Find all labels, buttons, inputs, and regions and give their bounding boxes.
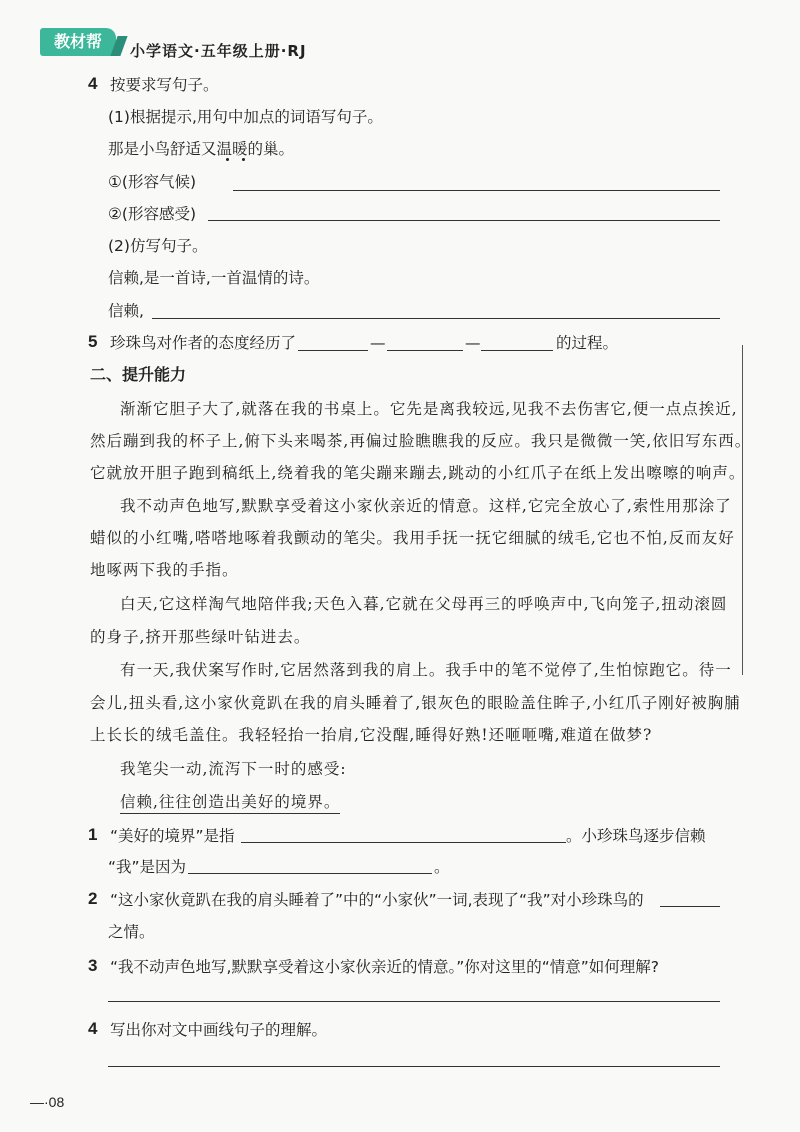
question-text: 之情。 — [108, 923, 155, 941]
fill-lead: 信赖, — [108, 302, 144, 320]
answer-blank-1[interactable] — [298, 350, 368, 351]
dash: — — [465, 334, 481, 352]
answer-blank-3[interactable] — [481, 350, 553, 351]
question-text: “我”是因为 — [108, 858, 187, 876]
question-prompt: 按要求写句子。 — [110, 76, 219, 94]
question-text: 。 — [434, 858, 450, 876]
answer-line[interactable] — [660, 906, 720, 907]
emphasis-dot — [242, 158, 245, 161]
passage-line: 地啄两下我的手指。 — [90, 561, 239, 579]
dash: — — [370, 334, 386, 352]
book-title: 小学语文·五年级上册·RJ — [130, 42, 307, 60]
passage-line: 我不动声色地写,默默享受着这小家伙亲近的情意。这样,它完全放心了,索性用那涂了 — [120, 497, 732, 515]
answer-line[interactable] — [241, 842, 566, 843]
passage-line: 白天,它这样淘气地陪伴我;天色入暮,它就在父母再三的呼唤声中,飞向笼子,扭动滚圆 — [120, 595, 728, 613]
passage-line: 蜡似的小红嘴,嗒嗒地啄着我颤动的笔尖。我用手抚一抚它细腻的绒毛,它也不怕,反而友好 — [90, 529, 735, 547]
subquestion-label: (1)根据提示,用句中加点的词语写句子。 — [108, 108, 383, 126]
answer-line-climate[interactable] — [233, 190, 720, 191]
hint-climate: ①(形容气候) — [108, 173, 196, 191]
question-text: 的过程。 — [556, 334, 619, 352]
underlined-text: 信赖,往往创造出美好的境界。 — [120, 793, 340, 814]
answer-line[interactable] — [108, 1066, 720, 1067]
question-number: 4 — [88, 1019, 98, 1038]
question-number: 1 — [88, 825, 98, 844]
question-number: 5 — [88, 332, 98, 351]
hint-feeling: ②(形容感受) — [108, 205, 196, 223]
passage-line: 上长长的绒毛盖住。我轻轻抬一抬肩,它没醒,睡得好熟!还咂咂嘴,难道在做梦? — [90, 726, 653, 744]
brand-logo: 教材帮 — [40, 28, 116, 56]
passage-line: 它就放开胆子跑到稿纸上,绕着我的笔尖蹦来蹦去,跳动的小红爪子在纸上发出嚓嚓的响声。 — [90, 464, 746, 482]
example-sentence: 那是小鸟舒适又温暖的巢。 — [108, 140, 295, 158]
passage-line: 然后蹦到我的杯子上,俯下头来喝茶,再偏过脸瞧瞧我的反应。我只是微微一笑,依旧写东西。 — [90, 432, 752, 450]
passage-line: 会儿,扭头看,这小家伙竟趴在我的肩头睡着了,银灰色的眼睑盖住眸子,小红爪子刚好被胸脯 — [90, 694, 741, 712]
passage-line: 有一天,我伏案写作时,它居然落到我的肩上。我手中的笔不觉停了,生怕惊跑它。待一 — [120, 661, 732, 679]
question-text: 写出你对文中画线句子的理解。 — [110, 1021, 328, 1039]
page-number: —·08 — [30, 1094, 65, 1110]
section-title: 二、提升能力 — [90, 365, 187, 384]
answer-line-imitate[interactable] — [152, 318, 720, 319]
question-text: “我不动声色地写,默默享受着这小家伙亲近的情意。”你对这里的“情意”如何理解? — [110, 958, 660, 976]
passage-line: 的身子,挤开那些绿叶钻进去。 — [90, 628, 311, 646]
subquestion-label: (2)仿写句子。 — [108, 237, 208, 255]
answer-line[interactable] — [108, 1001, 720, 1002]
passage-line: 渐渐它胆子大了,就落在我的书桌上。它先是离我较远,见我不去伤害它,便一点点挨近, — [120, 400, 738, 418]
question-number: 3 — [88, 956, 98, 975]
question-text: 珍珠鸟对作者的态度经历了 — [110, 334, 297, 352]
question-text: 。小珍珠鸟逐步信赖 — [566, 827, 706, 845]
answer-blank-2[interactable] — [387, 350, 463, 351]
underlined-sentence — [120, 790, 760, 812]
example-sentence: 信赖,是一首诗,一首温情的诗。 — [108, 269, 320, 287]
page-header — [40, 28, 340, 58]
question-number: 4 — [88, 74, 98, 93]
answer-line[interactable] — [188, 873, 432, 874]
emphasis-dot — [226, 158, 229, 161]
passage-line: 我笔尖一动,流泻下一时的感受: — [120, 760, 347, 778]
answer-line-feeling[interactable] — [208, 220, 720, 221]
question-number: 2 — [88, 889, 98, 908]
question-text: “这小家伙竟趴在我的肩头睡着了”中的“小家伙”一词,表现了“我”对小珍珠鸟的 — [110, 891, 644, 909]
question-text: “美好的境界”是指 — [110, 827, 235, 845]
